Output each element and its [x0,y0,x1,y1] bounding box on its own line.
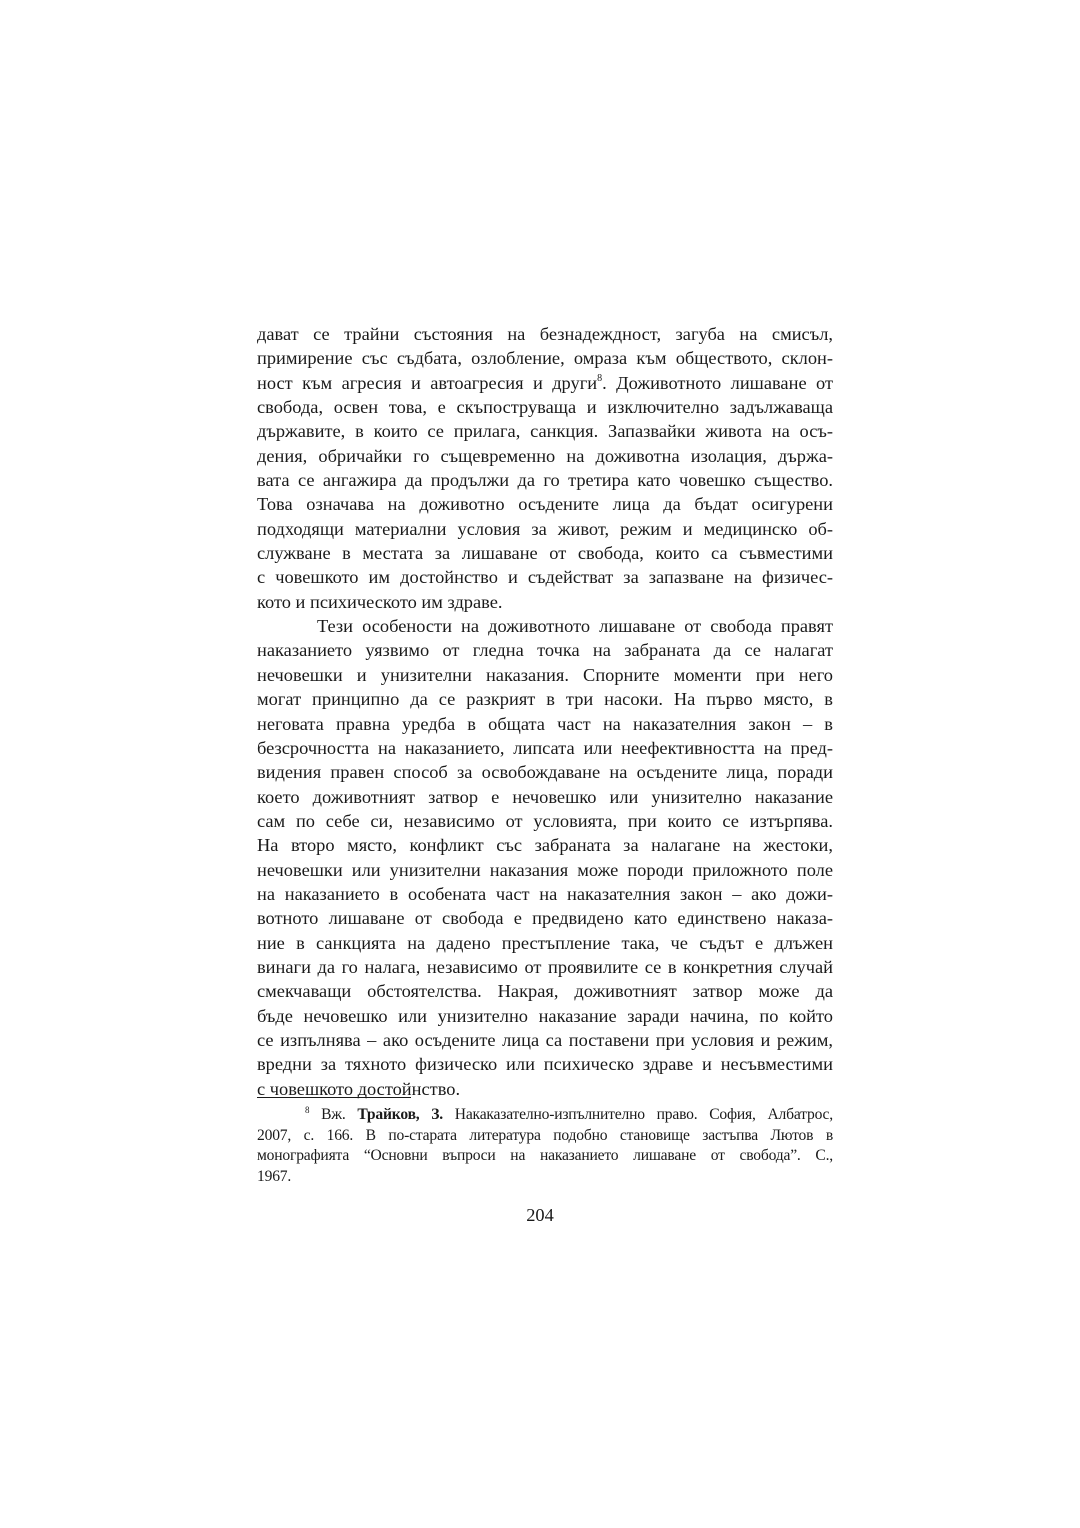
body-line: видения правен способ за освобождаване на осъдените лица, поради [257,762,833,783]
body-line: държавите, в които се прилага, санкция. Запазвайки живота на осъ- [257,421,833,442]
footnote-line: 2007, с. 166. В по-старата литература подобно становище застъпва Лютов в [257,1126,833,1144]
body-line: вата се ангажира да продължи да го третира като човешко същество. [257,470,833,491]
paragraph-first-line: Тези особености на доживотното лишаване от свобода правят [317,616,833,637]
body-line: бъде нечовешко или унизително наказание заради начина, по който [257,1005,833,1026]
footnote-reference[interactable]: 8 [597,372,603,384]
body-line: служване в местата за лишаване от свобода, които са съвместими [257,543,833,564]
body-line: вредни за тяхното физическо или психическо здраве и несъвместими [257,1054,833,1075]
body-line: нечовешки и унизителни наказания. Спорните моменти при него [257,664,833,685]
body-line: дават се трайни състояния на безнадеждност, загуба на смисъл, [257,324,833,344]
body-line: примирение със съдбата, озлобление, омраза към обществото, склон- [257,348,833,369]
footnote-8 [257,1105,833,1187]
body-line: вотното лишаване от свобода е предвидено като единствено наказа- [257,908,833,929]
footnote-line [257,1105,833,1126]
body-line: се изпълнява – ако осъдените лица са поставени при условия и режим, [257,1029,833,1050]
body-line: ние в санкцията на дадено престъпление така, че съдът е длъжен [257,932,833,953]
body-line: свобода, освен това, е скъпоструваща и изключително задължаваща [257,397,833,418]
body-line: на наказанието в особената част на наказателния закон – ако дожи- [257,883,833,904]
body-line: Това означава на доживотно осъдените лица да бъдат осигурени [257,494,833,515]
body-line: На второ място, конфликт със забраната за налагане на жестоки, [257,835,833,856]
body-line: безсрочността на наказанието, липсата или неефективността на пред- [257,737,833,758]
body-line-with-footnote-ref [257,371,833,395]
body-line: сам по себе си, независимо от условията, при които се изтърпява. [257,810,833,831]
body-line: което доживотният затвор е нечовешко или унизително наказание [257,786,833,807]
footnote-author: Трайков, З. [357,1106,443,1123]
body-line: нечовешки или унизителни наказания може породи приложното поле [257,859,833,880]
footnote-text: Накаказателно-изпълнително право. София, Албатрос, [454,1106,833,1123]
body-line: смекчаващи обстоятелства. Накрая, доживотният затвор може да [257,981,833,1002]
page-number: 204 [526,1205,554,1225]
footnote-line: 1967. [257,1167,292,1185]
body-line: могат принципно да се разкрият в три насоки. На първо място, в [257,689,833,710]
body-line-text: . Доживотното лишаване от [602,372,833,393]
body-line: с човешкото достойнство. [257,1078,461,1099]
footnote-divider [257,1097,411,1098]
footnote-line: монографията “Основни въпроси на наказанието лишаване от свобода”. С., [257,1147,833,1164]
body-line-text: ност към агресия и автоагресия и други [257,372,598,393]
footnote-number: 8 [305,1105,310,1115]
body-text [257,322,833,1101]
body-line: дения, обричайки го същевременно на доживотна изолация, държа- [257,445,833,466]
body-line: наказанието уязвимо от гледна точка на забраната да се налагат [257,640,833,661]
body-line: винаги да го налага, независимо от проявилите се в конкретния случай [257,956,833,977]
body-line: кото и психическото им здраве. [257,591,503,612]
footnote-text: Вж. [321,1106,346,1123]
body-line: подходящи материални условия за живот, режим и медицинско об- [257,518,833,539]
body-line: неговата правна уредба в общата част на наказателния закон – в [257,713,833,734]
body-line: с човешкото им достойнство и съдействат за запазване на физичес- [257,567,833,588]
